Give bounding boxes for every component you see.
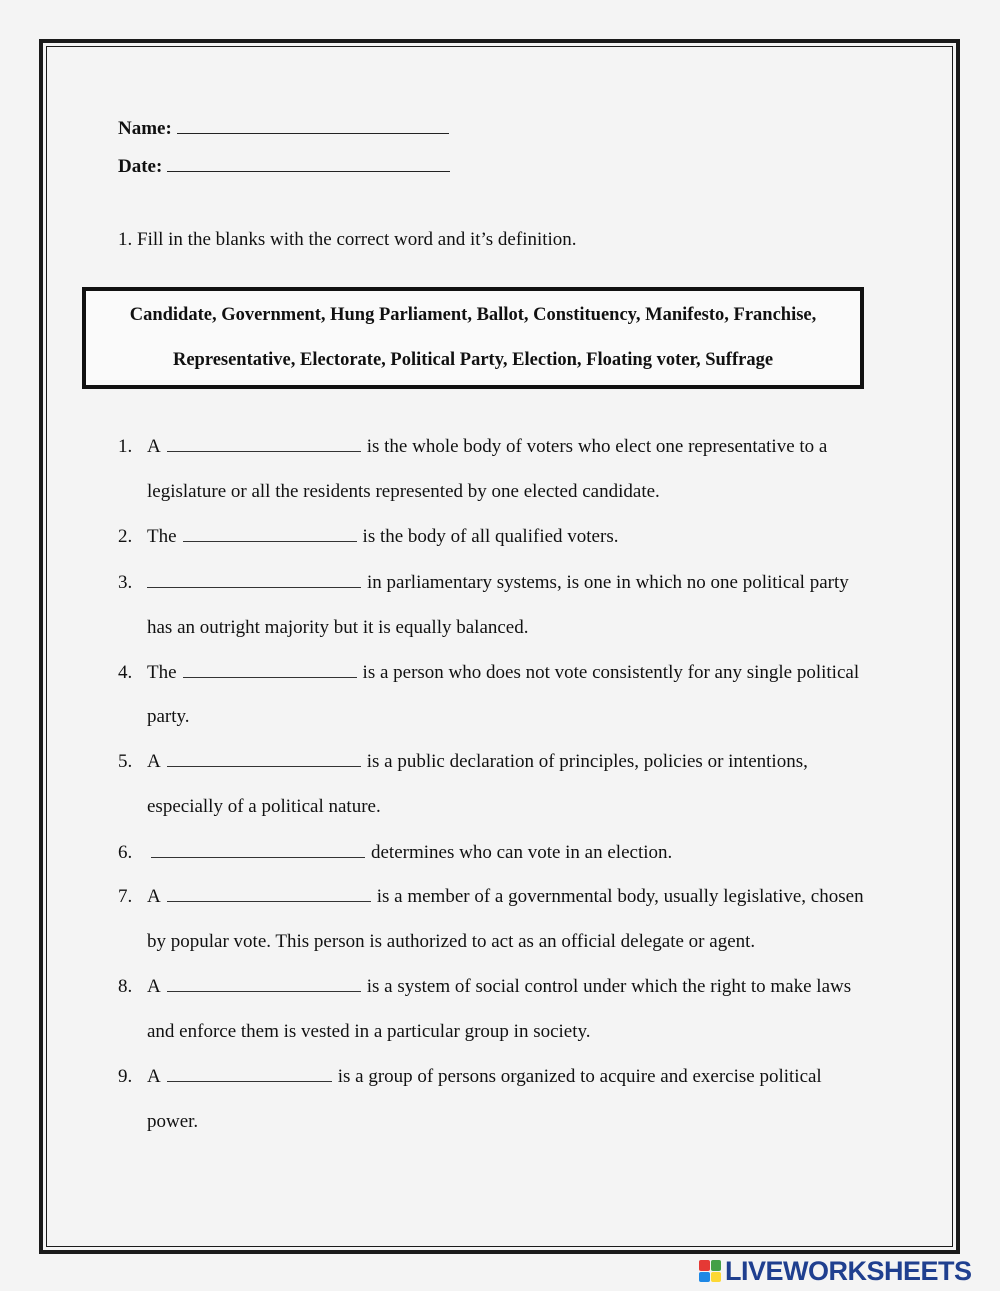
question-1-continuation: legislature or all the residents represented by one elected candidate. [147, 481, 660, 502]
answer-blank-9[interactable] [167, 1066, 332, 1082]
question-prefix: A [147, 751, 161, 772]
question-number: 2. [118, 526, 133, 547]
name-field [118, 117, 449, 140]
question-6 [147, 842, 672, 864]
word-bank-box [82, 287, 864, 389]
question-2 [147, 526, 618, 548]
question-prefix: The [147, 662, 177, 683]
answer-blank-4[interactable] [183, 662, 357, 678]
liveworksheets-icon [699, 1260, 721, 1282]
question-8 [147, 976, 851, 998]
date-label: Date: [118, 156, 163, 177]
instruction-text: 1. Fill in the blanks with the correct word and it’s definition. [118, 229, 577, 250]
question-5 [147, 751, 808, 773]
question-prefix: A [147, 976, 161, 997]
name-label: Name: [118, 118, 172, 139]
question-text: in parliamentary systems, is one in which no one political party [367, 572, 849, 593]
question-7 [147, 886, 864, 908]
date-field [118, 155, 450, 178]
question-text: is a person who does not vote consistently for any single political [362, 662, 860, 683]
question-prefix: The [147, 526, 177, 547]
question-text: is a public declaration of principles, policies or intentions, [366, 751, 808, 772]
liveworksheets-logo[interactable] [699, 1257, 972, 1285]
question-text: is a member of a governmental body, usually legislative, chosen [376, 886, 864, 907]
question-text: is the body of all qualified voters. [362, 526, 619, 547]
question-3 [147, 572, 849, 594]
word-bank-line-1: Candidate, Government, Hung Parliament, Ballot, Constituency, Manifesto, Franchise, [129, 305, 817, 325]
question-text: is the whole body of voters who elect one representative to a [366, 436, 828, 457]
question-prefix: A [147, 1066, 161, 1087]
question-prefix: A [147, 436, 161, 457]
question-5-continuation: especially of a political nature. [147, 796, 381, 817]
question-9 [147, 1066, 822, 1088]
question-number: 8. [118, 976, 133, 997]
question-number: 6. [118, 842, 133, 863]
question-number: 4. [118, 662, 133, 683]
question-prefix: A [147, 886, 161, 907]
answer-blank-7[interactable] [167, 886, 371, 902]
question-text: is a group of persons organized to acquire and exercise political [337, 1066, 822, 1087]
question-3-continuation: has an outright majority but it is equally balanced. [147, 617, 529, 638]
question-text: is a system of social control under which the right to make laws [366, 976, 852, 997]
question-number: 3. [118, 572, 133, 593]
question-number: 9. [118, 1066, 133, 1087]
word-bank-line-2: Representative, Electorate, Political Party, Election, Floating voter, Suffrage [172, 350, 774, 370]
answer-blank-5[interactable] [167, 751, 361, 767]
question-number: 1. [118, 436, 133, 457]
logo-text: LIVEWORKSHEETS [725, 1255, 972, 1286]
question-8-continuation: and enforce them is vested in a particular group in society. [147, 1021, 591, 1042]
question-9-continuation: power. [147, 1111, 199, 1132]
answer-blank-8[interactable] [167, 976, 361, 992]
question-number: 7. [118, 886, 133, 907]
name-input-line[interactable] [177, 117, 449, 134]
question-4 [147, 662, 859, 684]
answer-blank-1[interactable] [167, 436, 361, 452]
answer-blank-2[interactable] [183, 526, 357, 542]
question-number: 5. [118, 751, 133, 772]
question-text: determines who can vote in an election. [371, 842, 673, 863]
answer-blank-6[interactable] [151, 842, 365, 858]
answer-blank-3[interactable] [147, 572, 361, 588]
date-input-line[interactable] [167, 155, 450, 172]
question-7-continuation: by popular vote. This person is authorized to act as an official delegate or agent. [147, 931, 756, 952]
question-4-continuation: party. [147, 706, 190, 727]
question-1 [147, 436, 827, 458]
